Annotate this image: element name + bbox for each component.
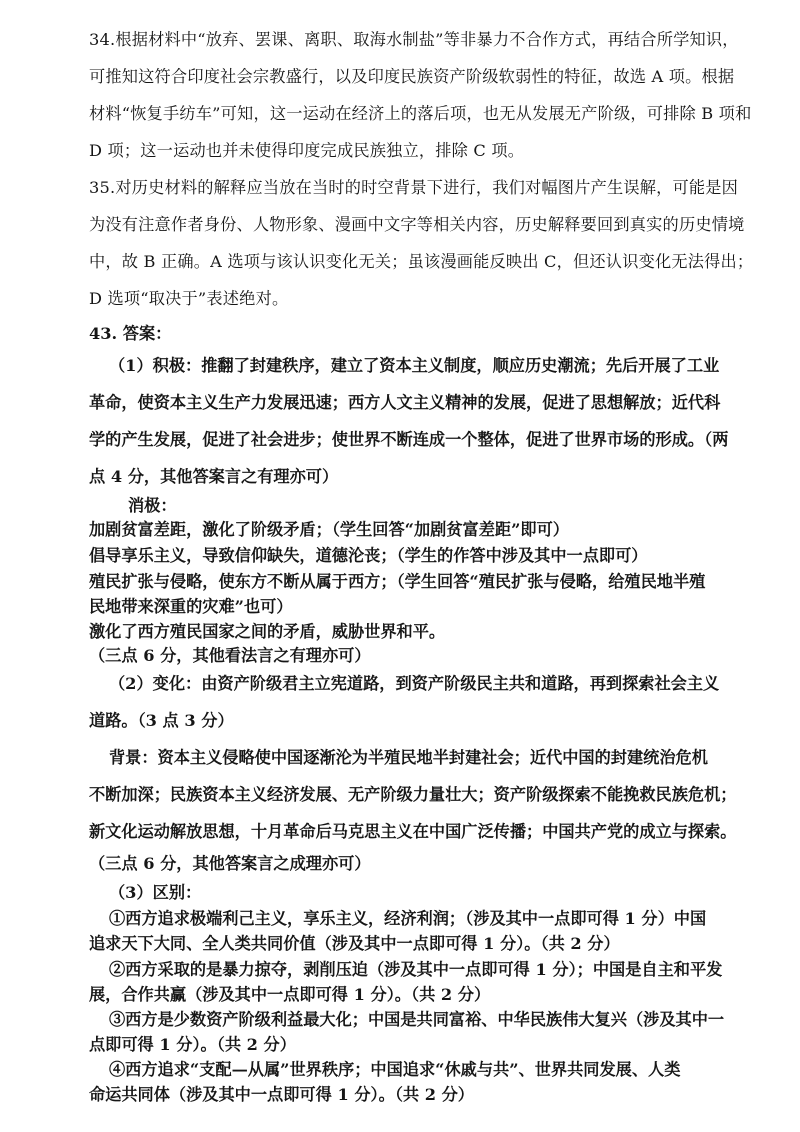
q43-part1-line: 点 4 分，其他答案言之有理亦可） — [89, 467, 339, 486]
q43-part3-line: ③西方是少数资产阶级利益最大化；中国是共同富裕、中华民族伟大复兴（涉及其中一 — [109, 1010, 725, 1029]
q43-part3-line: ④西方追求“支配—从属”世界秩序；中国追求“休戚与共”、世界共同发展、人类 — [109, 1060, 681, 1079]
q43-negative-line: 殖民扩张与侵略，使东方不断从属于西方；（学生回答“殖民扩张与侵略，给殖民地半殖 — [89, 572, 706, 591]
q43-negative-line: （三点 6 分，其他看法言之有理亦可） — [89, 646, 371, 665]
q34-line: 34.根据材料中“放弃、罢课、离职、取海水制盐”等非暴力不合作方式，再结合所学知识， — [89, 30, 739, 49]
q43-background-line: 新文化运动解放思想，十月革命后马克思主义在中国广泛传播；中国共产党的成立与探索。 — [89, 822, 737, 841]
q43-part3-line: 追求天下大同、全人类共同价值（涉及其中一点即可得 1 分）。（共 2 分） — [89, 934, 620, 953]
q43-part3-line: 命运共同体（涉及其中一点即可得 1 分）。（共 2 分） — [89, 1085, 474, 1104]
q35-line: 中，故 B 正确。A 选项与该认识变化无关；虽该漫画能反映出 C，但还认识变化无法得出； — [89, 252, 754, 271]
q43-part1-line: 革命，使资本主义生产力发展迅速；西方人文主义精神的发展，促进了思想解放；近代科 — [89, 393, 721, 412]
q43-background-line: 不断加深；民族资本主义经济发展、无产阶级力量壮大；资产阶级探索不能挽救民族危机； — [89, 785, 737, 804]
q43-negative-line: 加剧贫富差距，激化了阶级矛盾；（学生回答“加剧贫富差距”即可） — [89, 520, 569, 539]
q35-line: 35.对历史材料的解释应当放在当时的时空背景下进行，我们对幅图片产生误解，可能是因 — [89, 178, 739, 197]
q43-negative-line: 倡导享乐主义，导致信仰缺失，道德沦丧；（学生的作答中涉及其中一点即可） — [89, 546, 648, 565]
q43-negative-label: 消极： — [128, 496, 177, 515]
q43-negative-line: 民地带来深重的灾难”也可） — [89, 597, 293, 616]
q43-background-line: （三点 6 分，其他答案言之成理亦可） — [89, 854, 371, 873]
q43-part1-line: （1）积极：推翻了封建秩序，建立了资本主义制度，顺应历史潮流；先后开展了工业 — [109, 356, 720, 375]
q43-part3-line: 点即可得 1 分）。（共 2 分） — [89, 1035, 296, 1054]
q43-part3-line: ②西方采取的是暴力掠夺，剥削压迫（涉及其中一点即可得 1 分）；中国是自主和平发 — [109, 960, 723, 979]
q35-line: D 选项“取决于”表述绝对。 — [89, 289, 289, 308]
q43-background-line: 背景：资本主义侵略使中国逐渐沦为半殖民地半封建社会；近代中国的封建统治危机 — [109, 748, 708, 767]
q43-negative-line: 激化了西方殖民国家之间的矛盾，威胁世界和平。 — [89, 622, 446, 641]
q43-heading: 43. 答案： — [89, 324, 172, 343]
q34-line: 可推知这符合印度社会宗教盛行，以及印度民族资产阶级软弱性的特征，故选 A 项。根据 — [89, 67, 735, 86]
q43-part1-line: 学的产生发展，促进了社会进步；使世界不断连成一个整体，促进了世界市场的形成。（两 — [89, 430, 729, 449]
q34-line: 材料“恢复手纺车”可知，这一运动在经济上的落后项，也无从发展无产阶级，可排除 B 项和 — [89, 104, 752, 123]
q34-line: D 项；这一运动也并未使得印度完成民族独立，排除 C 项。 — [89, 141, 525, 160]
q43-part3-line: 展，合作共赢（涉及其中一点即可得 1 分）。（共 2 分） — [89, 985, 491, 1004]
q43-part2-line: （2）变化：由资产阶级君主立宪道路，到资产阶级民主共和道路，再到探索社会主义 — [109, 674, 720, 693]
q43-part3-label: （3）区别： — [109, 883, 202, 902]
q35-line: 为没有注意作者身份、人物形象、漫画中文字等相关内容，历史解释要回到真实的历史情境 — [89, 215, 745, 234]
q43-part3-line: ①西方追求极端利己主义，享乐主义，经济利润；（涉及其中一点即可得 1 分）中国 — [109, 909, 707, 928]
q43-part2-line: 道路。（3 点 3 分） — [89, 711, 234, 730]
